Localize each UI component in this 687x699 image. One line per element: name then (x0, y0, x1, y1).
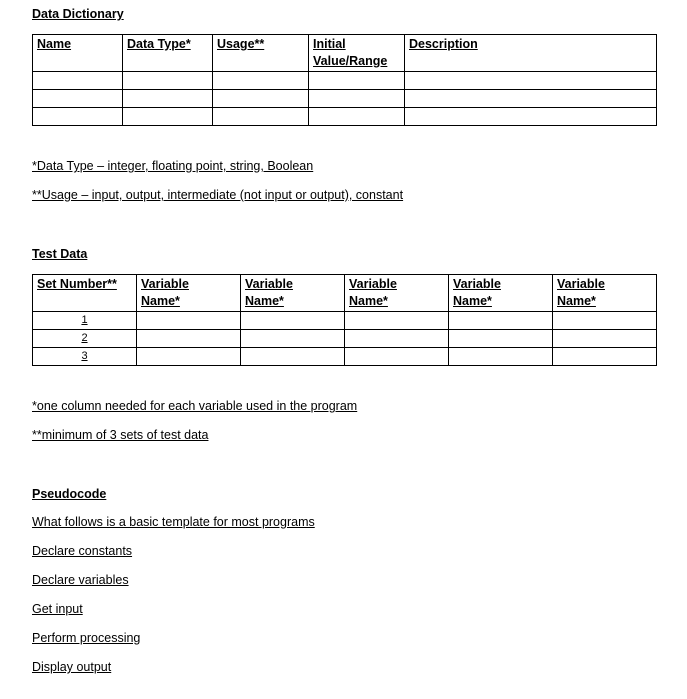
column-header-variable-name: Variable Name* (553, 275, 657, 312)
table-cell[interactable] (213, 108, 309, 126)
table-row (33, 348, 657, 366)
table-cell[interactable] (33, 108, 123, 126)
note-columns: *one column needed for each variable used in the program (32, 399, 358, 413)
table-cell[interactable] (213, 72, 309, 90)
table-cell[interactable] (553, 348, 657, 366)
note-minimum: **minimum of 3 sets of test data (32, 428, 209, 442)
table-row (33, 72, 657, 90)
test-data-table (32, 274, 657, 366)
column-header-name: Name (33, 35, 123, 72)
column-header-initial-line2: Value/Range (313, 54, 388, 68)
pseudocode-step-get-input: Get input (32, 602, 83, 616)
table-cell[interactable] (553, 330, 657, 348)
table-cell[interactable] (553, 312, 657, 330)
table-cell[interactable] (309, 90, 405, 108)
table-row (33, 330, 657, 348)
set-number-cell: 3 (33, 348, 137, 366)
table-cell[interactable] (123, 72, 213, 90)
pseudocode-step-perform-processing: Perform processing (32, 631, 141, 645)
column-header-usage: Usage** (213, 35, 309, 72)
pseudocode-step-display-output: Display output (32, 660, 112, 674)
data-dictionary-table (32, 34, 657, 126)
column-header-variable-name: Variable Name* (449, 275, 553, 312)
pseudocode-step-declare-constants: Declare constants (32, 544, 133, 558)
table-row (33, 90, 657, 108)
table-cell[interactable] (449, 348, 553, 366)
table-cell[interactable] (123, 108, 213, 126)
set-number-cell: 2 (33, 330, 137, 348)
column-header-initial-value (309, 35, 405, 72)
set-number-cell: 1 (33, 312, 137, 330)
table-cell[interactable] (449, 330, 553, 348)
column-header-variable-name: Variable Name* (241, 275, 345, 312)
table-cell[interactable] (309, 72, 405, 90)
pseudocode-step-declare-variables: Declare variables (32, 573, 129, 587)
table-cell[interactable] (405, 108, 657, 126)
table-cell[interactable] (241, 312, 345, 330)
table-header-row (33, 275, 657, 312)
table-cell[interactable] (213, 90, 309, 108)
table-cell[interactable] (137, 348, 241, 366)
table-cell[interactable] (405, 72, 657, 90)
table-cell[interactable] (137, 312, 241, 330)
table-cell[interactable] (309, 108, 405, 126)
data-dictionary-title: Data Dictionary (32, 7, 124, 21)
column-header-data-type: Data Type* (123, 35, 213, 72)
column-header-set-number: Set Number** (33, 275, 137, 312)
column-header-description: Description (405, 35, 657, 72)
test-data-title: Test Data (32, 247, 88, 261)
table-cell[interactable] (137, 330, 241, 348)
pseudocode-title: Pseudocode (32, 487, 107, 501)
table-cell[interactable] (345, 330, 449, 348)
column-header-initial-line1: Initial (313, 37, 346, 51)
table-header-row (33, 35, 657, 72)
note-usage: **Usage – input, output, intermediate (not input or output), constant (32, 188, 404, 202)
table-cell[interactable] (241, 348, 345, 366)
pseudocode-intro: What follows is a basic template for most programs (32, 515, 315, 529)
note-data-type: *Data Type – integer, floating point, string, Boolean (32, 159, 314, 173)
column-header-variable-name: Variable Name* (345, 275, 449, 312)
table-cell[interactable] (345, 312, 449, 330)
table-cell[interactable] (241, 330, 345, 348)
table-cell[interactable] (449, 312, 553, 330)
table-cell[interactable] (33, 90, 123, 108)
table-row (33, 108, 657, 126)
table-cell[interactable] (345, 348, 449, 366)
table-cell[interactable] (123, 90, 213, 108)
table-cell[interactable] (405, 90, 657, 108)
table-cell[interactable] (33, 72, 123, 90)
column-header-variable-name: Variable Name* (137, 275, 241, 312)
table-row (33, 312, 657, 330)
